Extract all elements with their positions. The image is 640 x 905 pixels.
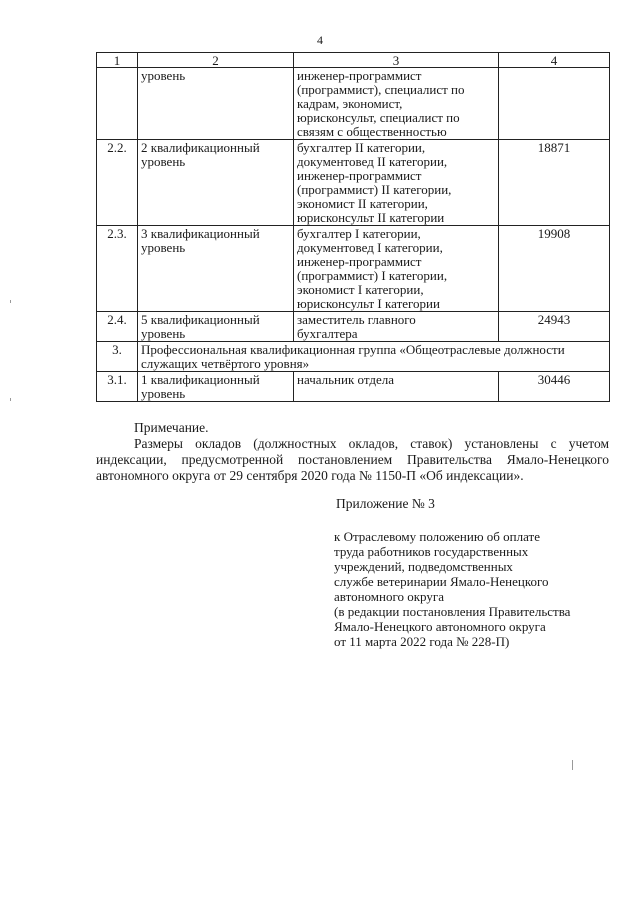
appendix-line: службе ветеринарии Ямало-Ненецкого [334, 574, 549, 589]
positions-cell [294, 68, 499, 140]
salary-table [96, 52, 610, 402]
positions-cell [294, 140, 499, 226]
table-row [97, 140, 610, 226]
table-row [97, 372, 610, 402]
scan-artifact [572, 760, 573, 770]
qualification-level: 3 квалификационный уровень [138, 226, 294, 312]
note-body: Размеры окладов (должностных окладов, ставок) установлены с учетом индексации, предусмотренной постановлением Правительства Ямало-Ненецкого автономного округа от 29 сентября 2020 года № 1150-П «Об индексации». [96, 436, 609, 483]
position-line: начальник отдела [297, 372, 395, 387]
position-line: (программист), специалист по [297, 82, 465, 97]
positions-cell [294, 226, 499, 312]
note-section [96, 420, 609, 484]
row-number: 2.3. [97, 226, 138, 312]
appendix-line: от 11 марта 2022 года № 228-П) [334, 634, 510, 649]
qualification-level: уровень [138, 68, 294, 140]
position-line: (программист) I категории, [297, 268, 448, 283]
page-number: 4 [317, 33, 323, 47]
position-line: инженер-программист [297, 254, 422, 269]
row-number: 3.1. [97, 372, 138, 402]
positions-cell [294, 312, 499, 342]
appendix-line: (в редакции постановления Правительства [334, 604, 571, 619]
salary-value: 30446 [499, 372, 610, 402]
qualification-level: 2 квалификационный уровень [138, 140, 294, 226]
qualification-group: Профессиональная квалификационная группа «Общеотраслевые должности служащих четвёртого уровня» [138, 342, 610, 372]
position-line: юрисконсульт, специалист по [297, 110, 460, 125]
table-header-cell: 3 [294, 53, 499, 68]
note-title: Примечание. [134, 420, 209, 435]
appendix-line: автономного округа [334, 589, 444, 604]
position-line: заместитель главного [297, 312, 416, 327]
position-line: бухгалтер I категории, [297, 226, 421, 241]
position-line: инженер-программист [297, 168, 422, 183]
qualification-level: 1 квалификационный уровень [138, 372, 294, 402]
position-line: инженер-программист [297, 68, 422, 83]
position-line: экономист I категории, [297, 282, 424, 297]
position-line: экономист II категории, [297, 196, 428, 211]
table-header-cell: 1 [97, 53, 138, 68]
positions-cell [294, 372, 499, 402]
appendix-line: Ямало-Ненецкого автономного округа [334, 619, 546, 634]
appendix-line: к Отраслевому положению об оплате [334, 529, 540, 544]
salary-value: 24943 [499, 312, 610, 342]
row-number [97, 68, 138, 140]
appendix-title: Приложение № 3 [336, 496, 435, 511]
table-header-row [97, 53, 610, 68]
appendix-line: учреждений, подведомственных [334, 559, 513, 574]
scan-artifact [10, 398, 11, 401]
salary-value [499, 68, 610, 140]
row-number: 2.4. [97, 312, 138, 342]
position-line: (программист) II категории, [297, 182, 452, 197]
table-row [97, 68, 610, 140]
table-header-cell: 4 [499, 53, 610, 68]
table-row [97, 312, 610, 342]
salary-value: 18871 [499, 140, 610, 226]
position-line: бухгалтера [297, 326, 358, 341]
position-line: кадрам, экономист, [297, 96, 403, 111]
table-header-cell: 2 [138, 53, 294, 68]
table-row [97, 226, 610, 312]
appendix-body [334, 529, 614, 649]
position-line: бухгалтер II категории, [297, 140, 426, 155]
position-line: связям с общественностью [297, 124, 447, 139]
position-line: юрисконсульт I категории [297, 296, 440, 311]
position-line: документовед II категории, [297, 154, 448, 169]
position-line: юрисконсульт II категории [297, 210, 445, 225]
salary-value: 19908 [499, 226, 610, 312]
appendix-line: труда работников государственных [334, 544, 529, 559]
row-number: 2.2. [97, 140, 138, 226]
row-number: 3. [97, 342, 138, 372]
qualification-level: 5 квалификационный уровень [138, 312, 294, 342]
scan-artifact [10, 300, 11, 303]
position-line: документовед I категории, [297, 240, 443, 255]
table-group-row [97, 342, 610, 372]
